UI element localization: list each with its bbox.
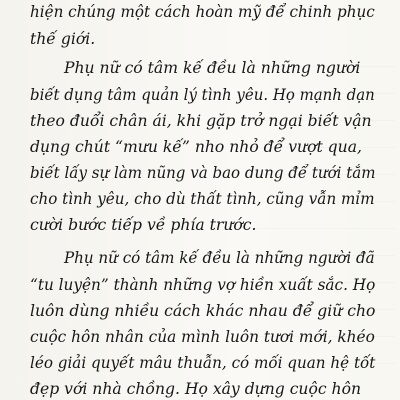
text-line: luôn dùng nhiều cách khác nhau để giữ cho bbox=[30, 302, 376, 320]
text-line: đẹp với nhà chồng. Họ xây dựng cuộc hôn bbox=[30, 380, 362, 398]
paragraph-first-line: Phụ nữ có tâm kế đều là những người bbox=[64, 59, 361, 77]
text-line: cuộc hôn nhân của mình luôn tươi mới, khéo bbox=[30, 328, 375, 346]
text-line: léo giải quyết mâu thuẫn, có mối quan hệ tốt bbox=[30, 354, 376, 372]
text-line: cười bước tiếp về phía trước. bbox=[30, 216, 257, 234]
text-line: dụng chút “mưu kế” nho nhỏ để vượt qua, bbox=[30, 138, 362, 156]
text-line: “tu luyện” thành những vợ hiền xuất sắc. Họ bbox=[30, 276, 376, 294]
paragraph-first-line: Phụ nữ có tâm kế đều là những người đã bbox=[64, 249, 375, 267]
text-line: biết dụng tâm quản lý tình yêu. Họ mạnh dạn bbox=[30, 86, 375, 104]
text-line: biết lấy sự làm nũng và bao dung để tưới tắm bbox=[30, 164, 376, 182]
text-line: theo đuổi chân ái, khi gặp trở ngại biết vận bbox=[30, 112, 372, 130]
text-line: cho tình yêu, cho dù thất tình, cũng vẫn mỉm bbox=[30, 190, 375, 208]
text-line: hiện chúng một cách hoàn mỹ để chinh phục bbox=[30, 3, 375, 21]
text-line: thế giới. bbox=[30, 30, 96, 48]
